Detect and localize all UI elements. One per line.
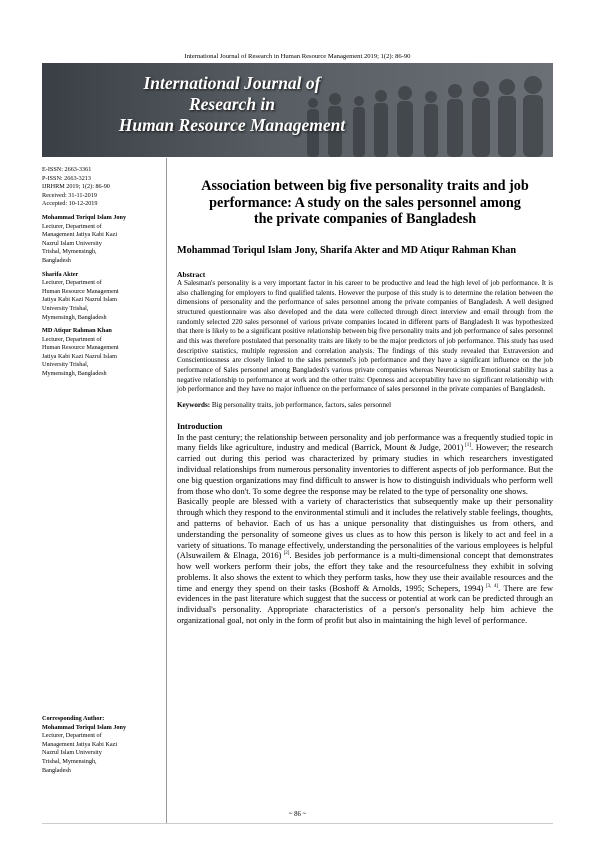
paper-title-line: performance: A study on the sales personnel among (209, 194, 521, 211)
citation: IJRHRM 2019; 1(2): 86-90 (42, 183, 110, 191)
received-date: Received: 31-11-2019 (42, 191, 97, 199)
paper-title (177, 178, 553, 228)
p-issn: P-ISSN: 2663-3213 (42, 174, 91, 182)
affiliation-line: Bangladesh (42, 256, 71, 264)
author-name: MD Atiqur Rahman Khan (42, 327, 112, 335)
keywords (177, 401, 553, 411)
affiliation-line: University Trishal, (42, 304, 89, 312)
citation-ref: [3, 4] (483, 583, 499, 589)
affiliation-line: Bangladesh (42, 766, 71, 774)
author-name: Mohammad Toriqul Islam Jony (42, 213, 127, 221)
affiliation-line: Nazrul Islam University (42, 749, 102, 757)
paper-title-line: Association between big five personality traits and job (201, 178, 529, 194)
affiliation-line: University Trishal, (42, 361, 89, 369)
affiliation-line: Human Resource Management (42, 287, 119, 295)
paragraph-text: In the past century; the relationship between personality and job performance was a frequently studied topic in many fields like agriculture, industry and medical (Barrick, Mount & Judge, 2001) (177, 431, 553, 453)
running-head: International Journal of Research in Human Resource Management 2019; 1(2): 86-90 (184, 53, 411, 60)
sidebar (42, 166, 162, 379)
affiliation-line: Lecturer, Department of (42, 279, 102, 287)
affiliation-line: Mymensingh, Bangladesh (42, 370, 107, 378)
abstract-text: A Salesman's personality is a very important factor in his career to be productive and lead the high level of job performance. It is also challenging for employers to find qualified talents. However the purpose of this study is to determine the relation between the dimensions of personality and the performance of sales personnel among the private companies of Bangladesh. A well designed structured questionnaire was also developed and the data were collected through direct interview and email through from the randomly selected 220 sales personnel of various private companies located in different parts of Bangladesh It was hypothesized that there is likely to be a significant positive relationship between big five personality traits and job performance of sales personnel and this was therefore postulated that personality traits are likely to be the major predictors of job performance. This study has used descriptive statistics, multiple regression and correlation analysis. The findings of this study revealed that Extraversion and Conscientiousness are closely linked to the sales personnel's job performance and they have a significant influence on the job performance of Sales personnel among Bangladesh's various private companies whereas Neuroticism or Emotional stability has a negative relationship to performance at work and the other traits: Openness and acceptability have no significant relationship with job performance and they have no major influence on the performance of sales personnel in the private companies of Bangladesh. (177, 279, 553, 394)
journal-title-line: Research in (188, 94, 276, 114)
corresponding-author (42, 715, 162, 775)
affiliation-line: Lecturer, Department of (42, 732, 102, 740)
affiliation-line: Management Jatiya Kabi Kazi (42, 740, 118, 748)
affiliation-line: Lecturer, Department of (42, 335, 102, 343)
corresponding-label: Corresponding Author: (42, 715, 105, 722)
journal-banner (42, 63, 553, 157)
keywords-label: Keywords: (177, 400, 211, 409)
paragraph (177, 432, 553, 497)
affiliation-line: Jatiya Kabi Kazi Nazrul Islam (42, 352, 117, 360)
paper-authors: Mohammad Toriqul Islam Jony, Sharifa Akter and MD Atiqur Rahman Khan (177, 244, 516, 256)
abstract-heading: Abstract (177, 270, 206, 279)
introduction-heading: Introduction (177, 421, 223, 431)
paper-title-line: the private companies of Bangladesh (253, 211, 477, 227)
affiliation-line: Mymensingh, Bangladesh (42, 313, 107, 321)
page-number: ~ 86 ~ (288, 811, 307, 818)
journal-title (42, 73, 422, 136)
keywords-text: Big personality traits, job performance, factors, sales personnel (211, 400, 392, 409)
article-main (177, 178, 553, 626)
paragraph-text: . There are few evidences in the past literature which suggest that the success or potential at work can be predicted through an individual's personality. Appropriate characteristics of a person's personality help him achieve the organizational goal, not only in the form of profit but also in maintaining the high level of performance. (177, 582, 553, 626)
affiliation-line: Trishal, Mymensingh, (42, 248, 97, 256)
affiliation-line: Trishal, Mymensingh, (42, 757, 97, 765)
paragraph-text: . Besides job performance is a multi-dimensional concept that demonstrates how well workers perform their jobs, the effort they take and the resourcefulness they exhibit in solving problems. It also shows the extent to which they perform tasks, how they use their available resources and the time and energy they spend on their tasks (Boshoff & Arnolds, 1995; Schepers, 1994) (177, 550, 553, 593)
affiliation-line: Jatiya Kabi Kazi Nazrul Islam (42, 296, 117, 304)
accepted-date: Accepted: 10-12-2019 (42, 200, 98, 208)
author-affiliation (42, 271, 162, 323)
affiliation-line: Nazrul Islam University (42, 239, 102, 247)
author-name: Sharifa Akter (42, 270, 79, 278)
column-divider (166, 158, 167, 823)
introduction-body (177, 432, 553, 626)
author-affiliation (42, 327, 162, 379)
footer-rule (42, 823, 553, 824)
paragraph-text: Basically people are blessed with a variety of characteristics that subsequently make up their personality through which they respond to the environmental stimuli and it includes the relatively stable feelings, thoughts, and patterns of behavior. Each of us has a unique personality that distinguishes us from others, and understanding the personality of someone gives us clues as to how this person is likely to act and feel in a variety of situations. To manage effectively, understanding the personalities of the various employees is helpful (Alsuwailem & Elnaga, 2016) (177, 496, 553, 561)
affiliation-line: Human Resource Management (42, 344, 119, 352)
article-meta (42, 166, 162, 209)
affiliation-line: Management Jatiya Kabi Kazi (42, 231, 118, 239)
paragraph-text: . However; the research carried out during this period was characterized by primary studies in which researchers investigated individual relationships from numerous personality inventories to different aspects of job performance. But the one big question organizations may find difficult to answer is how to distinguish individuals who perform well from those who don't. To some degree the response may be related to the type of personality one shows. (177, 442, 553, 496)
citation-ref: [2] (281, 551, 290, 557)
journal-title-line: Human Resource Management (118, 115, 346, 135)
corresponding-name: Mohammad Toriqul Islam Jony (42, 723, 127, 731)
e-issn: E-ISSN: 2663-3361 (42, 166, 92, 173)
paragraph (177, 496, 553, 626)
citation-ref: [1] (463, 443, 471, 449)
journal-title-line: International Journal of (143, 73, 321, 93)
affiliation-line: Lecturer, Department of (42, 222, 102, 230)
author-affiliation (42, 214, 162, 266)
